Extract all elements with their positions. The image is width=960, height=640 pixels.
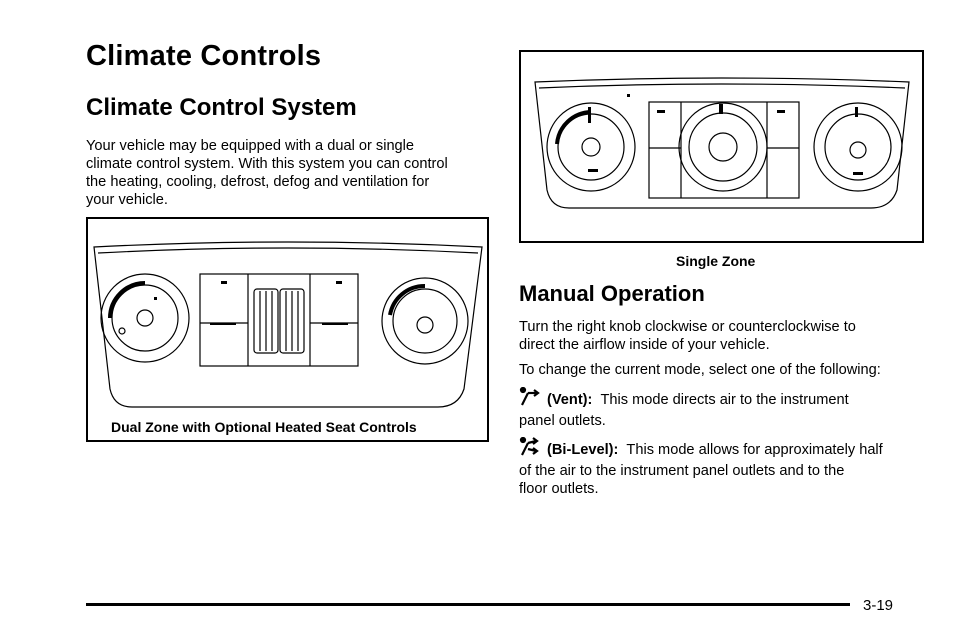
figure-caption-dual: Dual Zone with Optional Heated Seat Controls [111, 419, 417, 435]
vent-mode-description: This mode directs air to the instrument [600, 392, 849, 408]
bilevel-mode-icon [519, 437, 541, 462]
vent-mode-label: (Vent): [547, 392, 593, 408]
figure-caption-single: Single Zone [676, 253, 756, 269]
figure-dual-zone [86, 217, 489, 442]
bilevel-mode-description: This mode allows for approximately half [626, 442, 883, 458]
manual-line: direct the airflow inside of your vehicle. [519, 337, 770, 353]
intro-paragraph [86, 137, 448, 209]
page-number: 3-19 [863, 597, 894, 614]
manual-paragraph-2: To change the current mode, select one of the following: [519, 362, 881, 378]
section-title-manual-operation: Manual Operation [519, 281, 705, 306]
manual-paragraph-1 [519, 318, 856, 354]
bilevel-mode-label: (Bi-Level): [547, 442, 619, 458]
mode-vent [519, 387, 849, 430]
manual-line: Turn the right knob clockwise or counterclockwise to [519, 319, 856, 335]
page-heading: Climate Controls [86, 40, 322, 72]
single-zone-panel-illustration [521, 52, 922, 241]
figure-single-zone [519, 50, 924, 243]
bilevel-mode-description-cont: of the air to the instrument panel outlets and to the [519, 463, 845, 479]
dual-zone-panel-illustration [88, 219, 487, 440]
intro-line: your vehicle. [86, 192, 168, 208]
mode-bilevel [519, 437, 883, 498]
footer-rule [86, 603, 850, 606]
intro-line: climate control system. With this system you can control [86, 156, 448, 172]
section-title-climate-system: Climate Control System [86, 94, 357, 121]
intro-line: Your vehicle may be equipped with a dual or single [86, 138, 415, 154]
vent-mode-description-cont: panel outlets. [519, 413, 606, 429]
vent-mode-icon [519, 387, 541, 412]
intro-line: the heating, cooling, defrost, defog and ventilation for [86, 174, 430, 190]
bilevel-mode-description-cont2: floor outlets. [519, 481, 599, 497]
